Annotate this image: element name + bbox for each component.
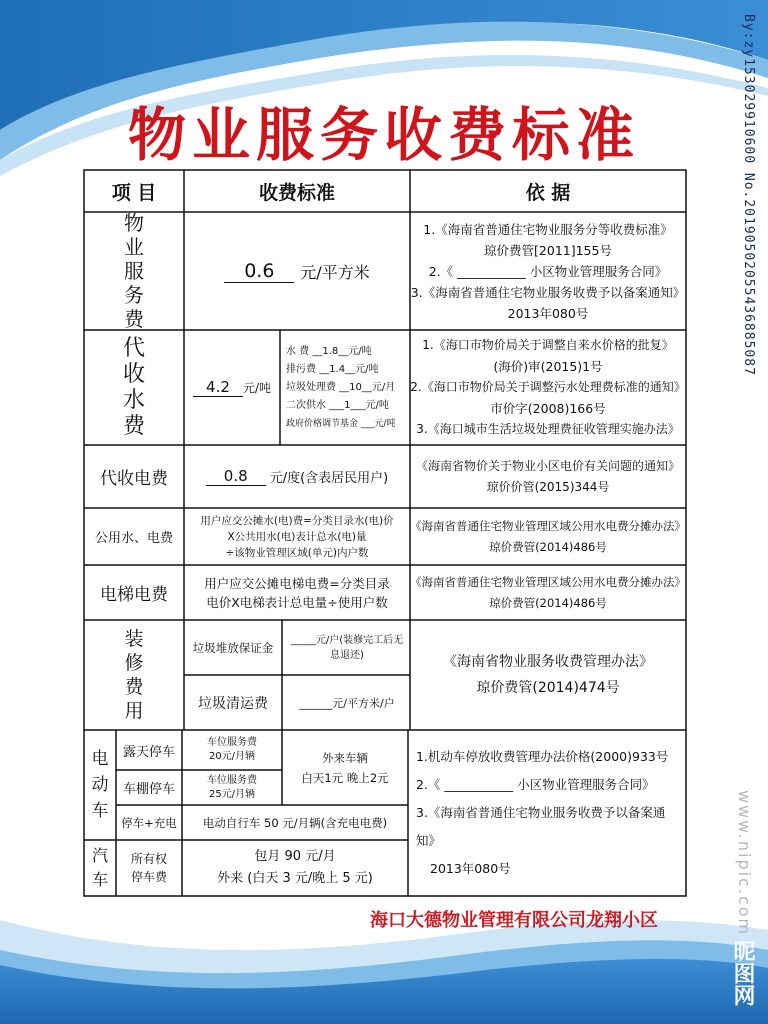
- car-monthly-fee: 包月 90 元/月: [254, 849, 336, 864]
- watermark-url: www.nipic.com: [735, 790, 754, 937]
- ev-charge-value: 电动自行车 50 元/月辆(含充电电费): [202, 815, 388, 830]
- side-code: By:zy153029910600 No.20190502055436885087: [741, 14, 756, 376]
- water-fee-items: 水 费 __1.8__元/吨 排污费 __1.4__元/吨 垃圾处理费 __10__元/月 二次供水 ___1___元/吨 政府价格调节基金 ___元/吨: [286, 345, 396, 429]
- ev-shed-label: 车棚停车: [122, 782, 175, 797]
- watermark-logo: 昵图网: [730, 940, 755, 1006]
- public-utility-basis: 《海南省普通住宅物业管理区域公用水电费分摊办法》 琼价费管(2014)486号: [410, 518, 686, 554]
- footer-company: 海口大德物业管理有限公司龙翔小区: [370, 910, 658, 931]
- electric-fee-amount: 0.8: [206, 467, 266, 486]
- car-type-label: 所有权 停车费: [130, 852, 167, 884]
- renovation-removal-value: ______元/平方米/户: [299, 696, 395, 710]
- public-utility-label: 公用水、电费: [94, 531, 173, 546]
- vehicle-basis: 1.机动车停放收费管理办法价格(2000)933号 2.《 ___________ 小区物业管理服务合同》 3.《海南省普通住宅物业服务收费予以备案通知》 2013年080号: [416, 749, 669, 876]
- ev-label: 电 动 车: [91, 749, 109, 821]
- ev-charge-label: 停车+充电: [121, 815, 177, 830]
- electric-fee-label: 代收电费: [100, 469, 168, 489]
- renovation-deposit-label: 垃圾堆放保证金: [192, 640, 274, 655]
- renovation-removal-label: 垃圾清运费: [198, 695, 268, 712]
- car-fees: [182, 840, 408, 896]
- header-item: 项 目: [111, 181, 157, 204]
- public-utility-formula: 用户应交公摊水(电)费=分类目录水(电)价 X公共用水(电)表计总水(电)量 ÷该物业管理区域(单元)内户数: [200, 514, 394, 559]
- water-fee-basis: 1.《海口市物价局关于调整自来水价格的批复》 (海价)审(2015)1号 2.《海口市物价局关于调整污水处理费标准的通知》 市价字(2008)166号 3.《海口城市生活垃圾处理费征收管理实施办法》: [410, 338, 686, 436]
- page-title: 物业服务收费标准: [127, 101, 640, 169]
- electric-fee-standard: 0.8 元/度(含表居民用户): [184, 445, 410, 508]
- electric-fee-basis: 《海南省物价关于物业小区电价有关问题的通知》 琼价价管(2015)344号: [415, 458, 680, 494]
- renovation-fee-label: 装 修 费 用: [124, 628, 144, 722]
- renovation-basis: 《海南省物业服务收费管理办法》 琼价费管(2014)474号: [443, 654, 653, 696]
- property-fee-standard: 0.6 元/平方米: [184, 212, 410, 330]
- header-standard: 收费标准: [258, 181, 335, 204]
- water-fee-amount: 4.2: [193, 378, 243, 397]
- water-fee-label: 代 收 水 费: [122, 335, 145, 439]
- water-fee-standard: 4.2 元/吨: [184, 330, 280, 445]
- car-visitor-fee: 外来 (白天 3 元/晚上 5 元): [217, 871, 373, 886]
- ev-open-label: 露天停车: [122, 744, 175, 760]
- header-basis: 依 据: [525, 181, 571, 204]
- ev-shed-fee: 车位服务费 25元/月辆: [207, 774, 257, 800]
- ev-visitor-fee: 外来车辆 白天1元 晚上2元: [301, 750, 389, 785]
- renovation-deposit-value: _____元/户(装修完工后无息退还): [290, 634, 404, 661]
- property-fee-amount: 0.6: [224, 260, 294, 283]
- property-fee-basis: 1.《海南省普通住宅物业服务分等收费标准》 琼价费管[2011]155号 2.《 ___________ 小区物业管理服务合同》 3.《海南省普通住宅物业服务收费予以备案通知》 2013年080号: [410, 221, 686, 321]
- ev-open-fee: 车位服务费 20元/月辆: [207, 737, 257, 762]
- elevator-fee-basis: 《海南省普通住宅物业管理区域公用水电费分摊办法》 琼价费管(2014)486号: [410, 574, 686, 610]
- elevator-fee-label: 电梯电费: [100, 585, 168, 605]
- elevator-fee-formula: 用户应交公摊电梯电费=分类目录 电价X电梯表计总电量÷使用户数: [204, 575, 390, 610]
- car-label: 汽 车: [91, 846, 108, 889]
- property-fee-label: 物 业 服 务 费: [124, 211, 144, 331]
